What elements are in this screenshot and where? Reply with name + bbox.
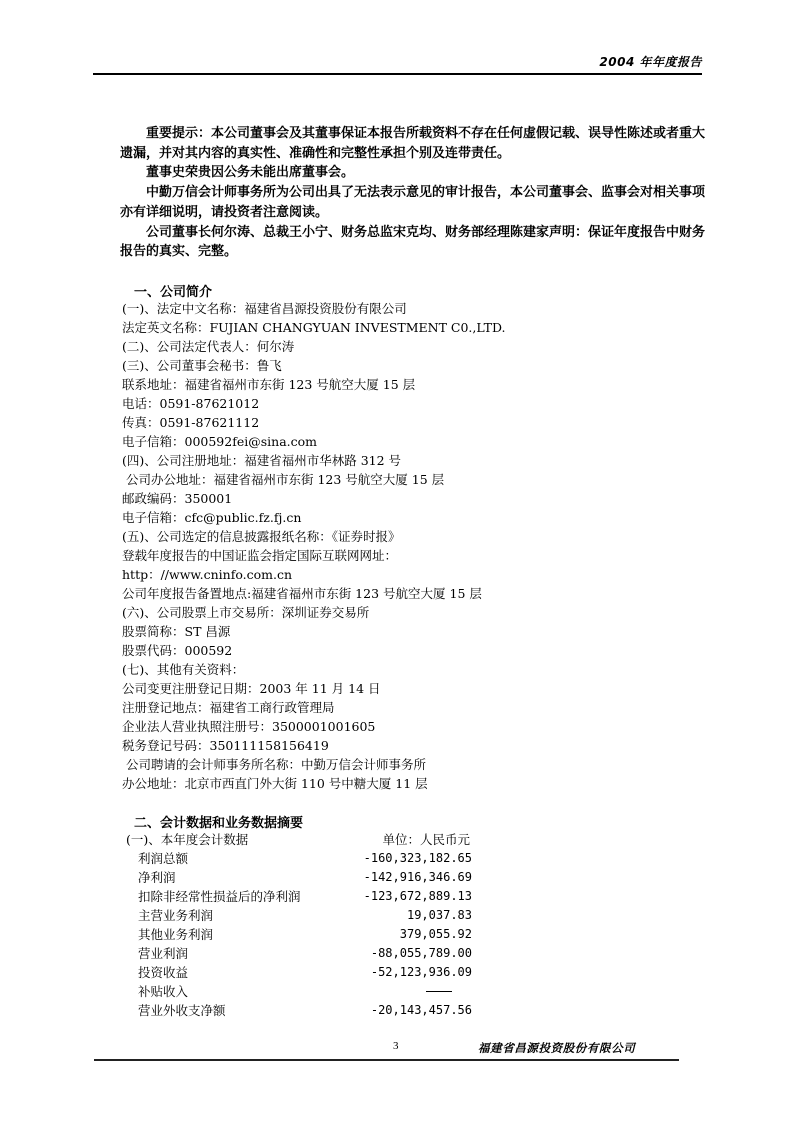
- footer-rule: [94, 1059, 679, 1061]
- row-label: 营业外收支净额: [138, 1003, 226, 1018]
- info-line: 办公地址：北京市西直门外大街 110 号中糖大厦 11 层: [122, 776, 428, 791]
- info-line: 公司变更注册登记日期：2003 年 11 月 14 日: [122, 681, 381, 696]
- info-line: 电子信箱：cfc@public.fz.fj.cn: [122, 510, 302, 525]
- table-subtitle: (一)、本年度会计数据: [126, 832, 249, 847]
- section-title-company-profile: 一、公司简介: [134, 285, 213, 300]
- row-value: -52,123,936.09: [370, 965, 472, 979]
- row-value: -160,323,182.65: [363, 851, 472, 865]
- info-line: 电子信箱：000592fei@sina.com: [122, 434, 318, 449]
- important-notice: [120, 124, 706, 262]
- row-value: -20,143,457.56: [370, 1003, 472, 1017]
- notice-paragraph: 重要提示：本公司董事会及其董事保证本报告所载资料不存在任何虚假记载、误导性陈述或者重大遗漏，并对其内容的真实性、准确性和完整性承担个别及连带责任。: [120, 126, 706, 161]
- empty-value-dash: [426, 982, 472, 1001]
- report-header-title: 2004 年年度报告: [599, 55, 702, 69]
- table-row: [122, 944, 472, 963]
- row-label: 补贴收入: [138, 984, 189, 999]
- info-line: 公司聘请的会计师事务所名称：中勤万信会计师事务所: [122, 757, 426, 772]
- row-label: 主营业务利润: [138, 908, 214, 923]
- table-header-row: [122, 830, 472, 849]
- row-label: 净利润: [138, 870, 176, 885]
- info-line: (五)、公司选定的信息披露报纸名称：《证券时报》: [122, 529, 401, 544]
- row-value: -142,916,346.69: [363, 870, 472, 884]
- row-label: 扣除非经常性损益后的净利润: [138, 889, 301, 904]
- table-row: [122, 982, 472, 1001]
- info-line: 股票代码：000592: [122, 643, 233, 658]
- notice-paragraph: 中勤万信会计师事务所为公司出具了无法表示意见的审计报告，本公司董事会、监事会对相关事项亦有详细说明，请投资者注意阅读。: [120, 185, 706, 220]
- info-line: 税务登记号码：350111158156419: [122, 738, 329, 753]
- info-line: (二)、公司法定代表人：何尔涛: [122, 339, 295, 354]
- table-row: [122, 925, 472, 944]
- row-label: 营业利润: [138, 946, 189, 961]
- table-row: [122, 1001, 472, 1020]
- row-label: 其他业务利润: [138, 927, 214, 942]
- header-rule: [93, 73, 702, 75]
- row-label: 利润总额: [138, 851, 189, 866]
- notice-paragraph: 董事史荣贵因公务未能出席董事会。: [120, 165, 355, 181]
- row-value: -88,055,789.00: [370, 946, 472, 960]
- info-line: 注册登记地点：福建省工商行政管理局: [122, 700, 335, 715]
- info-line: (三)、公司董事会秘书：鲁飞: [122, 358, 282, 373]
- info-line: 邮政编码：350001: [122, 491, 233, 506]
- info-line: 电话：0591-87621012: [122, 396, 260, 411]
- info-line: 法定英文名称：FUJIAN CHANGYUAN INVESTMENT C0.,LTD.: [122, 320, 506, 335]
- info-line: (一)、法定中文名称：福建省昌源投资股份有限公司: [122, 301, 407, 316]
- footer-company-name: 福建省昌源投资股份有限公司: [478, 1041, 636, 1055]
- accounting-data-table: [122, 830, 472, 1020]
- info-line: 传真：0591-87621112: [122, 415, 260, 430]
- company-profile: [122, 299, 702, 793]
- notice-paragraph: 公司董事长何尔涛、总裁王小宁、财务总监宋克均、财务部经理陈建家声明：保证年度报告中财务报告的真实、完整。: [120, 224, 706, 260]
- info-line: 登载年度报告的中国证监会指定国际互联网网址：: [122, 548, 398, 563]
- info-line: 股票简称：ST 昌源: [122, 624, 231, 639]
- info-line: 公司办公地址：福建省福州市东街 123 号航空大厦 15 层: [122, 472, 445, 487]
- table-row: [122, 887, 472, 906]
- info-line: (六)、公司股票上市交易所：深圳证券交易所: [122, 605, 370, 620]
- info-line: 公司年度报告备置地点:福建省福州市东街 123 号航空大厦 15 层: [122, 586, 482, 601]
- row-value: 19,037.83: [406, 908, 472, 922]
- table-row: [122, 868, 472, 887]
- row-label: 投资收益: [138, 965, 189, 980]
- page-number: 3: [393, 1040, 399, 1052]
- info-line: (四)、公司注册地址：福建省福州市华林路 312 号: [122, 453, 402, 468]
- row-value: 379,055.92: [399, 927, 472, 941]
- unit-label: 单位：人民币元: [382, 832, 470, 847]
- section-title-accounting-data: 二、会计数据和业务数据摘要: [134, 816, 304, 831]
- info-line: (七)、其他有关资料：: [122, 662, 245, 677]
- table-row: [122, 849, 472, 868]
- info-line: http：//www.cninfo.com.cn: [122, 567, 293, 582]
- info-line: 企业法人营业执照注册号：3500001001605: [122, 719, 376, 734]
- table-row: [122, 906, 472, 925]
- info-line: 联系地址：福建省福州市东街 123 号航空大厦 15 层: [122, 377, 416, 392]
- table-row: [122, 963, 472, 982]
- row-value: -123,672,889.13: [363, 889, 472, 903]
